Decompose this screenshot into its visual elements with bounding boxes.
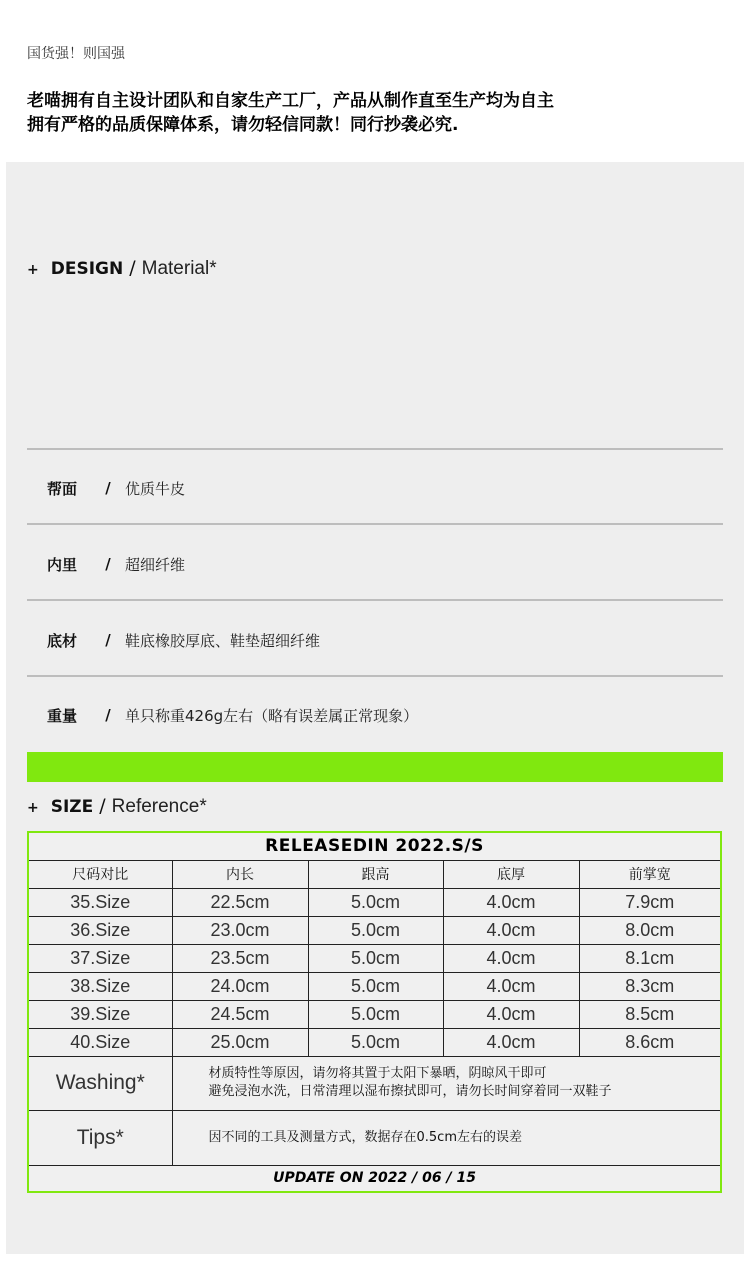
material-value: 超细纤维 bbox=[125, 555, 186, 574]
green-accent-bar bbox=[27, 752, 723, 782]
material-label: 底材 bbox=[47, 631, 78, 650]
column-header: 内长 bbox=[172, 860, 308, 888]
column-header: 前掌宽 bbox=[579, 860, 720, 888]
table-cell: 4.0cm bbox=[443, 1000, 579, 1028]
size-table bbox=[29, 833, 720, 1191]
table-row bbox=[29, 888, 720, 916]
table-cell: 36.Size bbox=[29, 916, 172, 944]
tips-label: Tips* bbox=[29, 1110, 172, 1165]
table-cell: 8.1cm bbox=[579, 944, 720, 972]
plus-icon: + bbox=[27, 262, 39, 278]
table-cell: 4.0cm bbox=[443, 916, 579, 944]
table-cell: 4.0cm bbox=[443, 972, 579, 1000]
size-heading-bold: SIZE bbox=[50, 797, 94, 817]
table-cell: 5.0cm bbox=[308, 1000, 443, 1028]
table-cell: 25.0cm bbox=[172, 1028, 308, 1056]
divider-line bbox=[27, 599, 723, 601]
column-header: 底厚 bbox=[443, 860, 579, 888]
table-cell: 4.0cm bbox=[443, 1028, 579, 1056]
material-row-upper bbox=[47, 473, 185, 503]
plus-icon: + bbox=[27, 800, 39, 816]
material-slash: / bbox=[105, 706, 111, 724]
washing-instructions bbox=[172, 1056, 720, 1110]
top-tagline: 国货强！则国强 bbox=[27, 46, 125, 62]
table-row bbox=[29, 972, 720, 1000]
material-row-lining bbox=[47, 549, 185, 579]
table-cell: 7.9cm bbox=[579, 888, 720, 916]
washing-row bbox=[29, 1056, 720, 1110]
material-value: 单只称重426g左右（略有误差属正常现象） bbox=[125, 706, 419, 725]
tips-text: 因不同的工具及测量方式，数据存在0.5cm左右的误差 bbox=[172, 1110, 720, 1165]
material-slash: / bbox=[105, 555, 111, 573]
brand-statement-line-2: 拥有严格的品质保障体系，请勿轻信同款！同行抄袭必究. bbox=[27, 115, 459, 135]
divider-line bbox=[27, 448, 723, 450]
table-cell: 24.5cm bbox=[172, 1000, 308, 1028]
size-chart bbox=[27, 831, 722, 1193]
table-cell: 8.6cm bbox=[579, 1028, 720, 1056]
washing-line-2: 避免浸泡水洗，日常清理以湿布擦拭即可，请勿长时间穿着同一双鞋子 bbox=[208, 1084, 612, 1099]
size-section-heading bbox=[27, 795, 207, 818]
table-row bbox=[29, 944, 720, 972]
washing-label: Washing* bbox=[29, 1056, 172, 1110]
divider-line bbox=[27, 675, 723, 677]
design-section-heading bbox=[27, 257, 217, 280]
material-label: 帮面 bbox=[47, 479, 78, 498]
size-table-title: RELEASEDIN 2022.S/S bbox=[29, 833, 720, 860]
material-slash: / bbox=[105, 631, 111, 649]
table-cell: 8.3cm bbox=[579, 972, 720, 1000]
table-cell: 5.0cm bbox=[308, 916, 443, 944]
table-row bbox=[29, 1028, 720, 1056]
table-cell: 35.Size bbox=[29, 888, 172, 916]
size-heading-light: Reference* bbox=[111, 796, 207, 817]
table-cell: 8.5cm bbox=[579, 1000, 720, 1028]
material-row-weight bbox=[47, 700, 418, 730]
table-cell: 5.0cm bbox=[308, 1028, 443, 1056]
design-heading-light: Material* bbox=[141, 258, 217, 279]
brand-statement bbox=[27, 89, 554, 137]
table-row bbox=[29, 916, 720, 944]
column-header: 尺码对比 bbox=[29, 860, 172, 888]
material-value: 优质牛皮 bbox=[125, 479, 186, 498]
material-slash: / bbox=[105, 479, 111, 497]
table-cell: 5.0cm bbox=[308, 944, 443, 972]
brand-statement-line-1: 老喵拥有自主设计团队和自家生产工厂，产品从制作直至生产均为自主 bbox=[27, 91, 554, 111]
table-cell: 5.0cm bbox=[308, 972, 443, 1000]
table-row bbox=[29, 1000, 720, 1028]
table-cell: 23.5cm bbox=[172, 944, 308, 972]
material-value: 鞋底橡胶厚底、鞋垫超细纤维 bbox=[125, 631, 321, 650]
design-heading-bold: DESIGN bbox=[50, 259, 124, 279]
table-cell: 4.0cm bbox=[443, 888, 579, 916]
table-cell: 37.Size bbox=[29, 944, 172, 972]
heading-slash: / bbox=[129, 257, 136, 279]
divider-line bbox=[27, 523, 723, 525]
material-label: 重量 bbox=[47, 706, 78, 725]
table-cell: 24.0cm bbox=[172, 972, 308, 1000]
table-cell: 38.Size bbox=[29, 972, 172, 1000]
table-cell: 8.0cm bbox=[579, 916, 720, 944]
heading-slash: / bbox=[99, 795, 106, 817]
column-header: 跟高 bbox=[308, 860, 443, 888]
update-date: UPDATE ON 2022 / 06 / 15 bbox=[29, 1165, 720, 1191]
washing-line-1: 材质特性等原因，请勿将其置于太阳下暴晒，阴晾风干即可 bbox=[208, 1066, 547, 1081]
table-cell: 22.5cm bbox=[172, 888, 308, 916]
tips-row bbox=[29, 1110, 720, 1165]
table-cell: 40.Size bbox=[29, 1028, 172, 1056]
table-cell: 23.0cm bbox=[172, 916, 308, 944]
material-label: 内里 bbox=[47, 555, 78, 574]
table-cell: 4.0cm bbox=[443, 944, 579, 972]
table-cell: 39.Size bbox=[29, 1000, 172, 1028]
table-cell: 5.0cm bbox=[308, 888, 443, 916]
material-row-sole bbox=[47, 625, 320, 655]
